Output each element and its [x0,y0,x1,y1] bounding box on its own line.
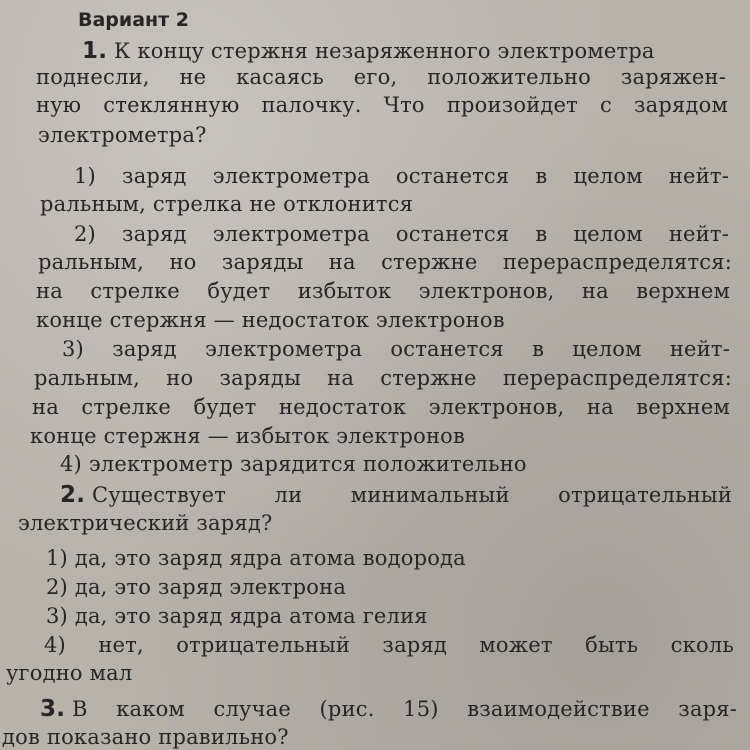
question-1-option-3-line-4: конце стержня — избыток электронов [30,424,466,448]
question-1-option-2-line-3: на стрелке будет избыток электронов, на верхнем [36,279,730,303]
question-1-option-2-line-2: ральным, но заряды на стержне перераспределятся: [38,250,732,274]
question-2-text-line-1: Существует ли минимальный отрицательный [92,483,733,507]
question-2-option-4-line-1: 4) нет, отрицательный заряд может быть сколь [44,633,734,657]
question-1-option-3-line-1: 3) заряд электрометра останется в целом нейт- [62,337,730,361]
question-2-option-3: 3) да, это заряд ядра атома гелия [46,604,428,628]
question-1-option-3-line-2: ральным, но заряды на стержне перераспределятся: [34,366,732,390]
question-3-text-line-1: В каком случае (рис. 15) взаимодействие заря- [72,697,738,721]
question-1-number: 1. [82,38,108,64]
question-1-line-4: электрометра? [38,123,207,147]
question-1-line-1 [82,38,655,64]
question-2-option-1: 1) да, это заряд ядра атома водорода [46,546,466,570]
question-1-option-2-line-1: 2) заряд электрометра останется в целом нейт- [74,222,729,246]
question-1-option-1-line-1: 1) заряд электрометра останется в целом нейт- [74,164,729,188]
question-1-line-2: поднесли, не касаясь его, положительно заряжен- [36,65,726,89]
question-1-option-4-line-1: 4) электрометр зарядится положительно [60,452,527,476]
question-1-option-1-line-2: ральным, стрелка не отклонится [40,192,414,216]
question-2-line-2: электрический заряд? [18,511,273,535]
question-1-option-3-line-3: на стрелке будет недостаток электронов, на верхнем [32,395,730,419]
question-2-option-4-line-2: угодно мал [6,661,133,685]
question-3-line-2: дов показано правильно? [2,725,289,749]
question-1-line-3: ную стеклянную палочку. Что произойдет с зарядом [36,93,728,117]
question-2-line-1 [60,482,732,508]
question-3-number: 3. [40,696,66,722]
question-1-text-line-1: К концу стержня незаряженного электрометра [114,39,655,63]
question-3-line-1 [40,696,737,722]
variant-title: Вариант 2 [78,9,190,31]
question-1-option-2-line-4: конце стержня — недостаток электронов [36,308,505,332]
question-2-number: 2. [60,482,86,508]
question-2-option-2: 2) да, это заряд электрона [46,575,347,599]
